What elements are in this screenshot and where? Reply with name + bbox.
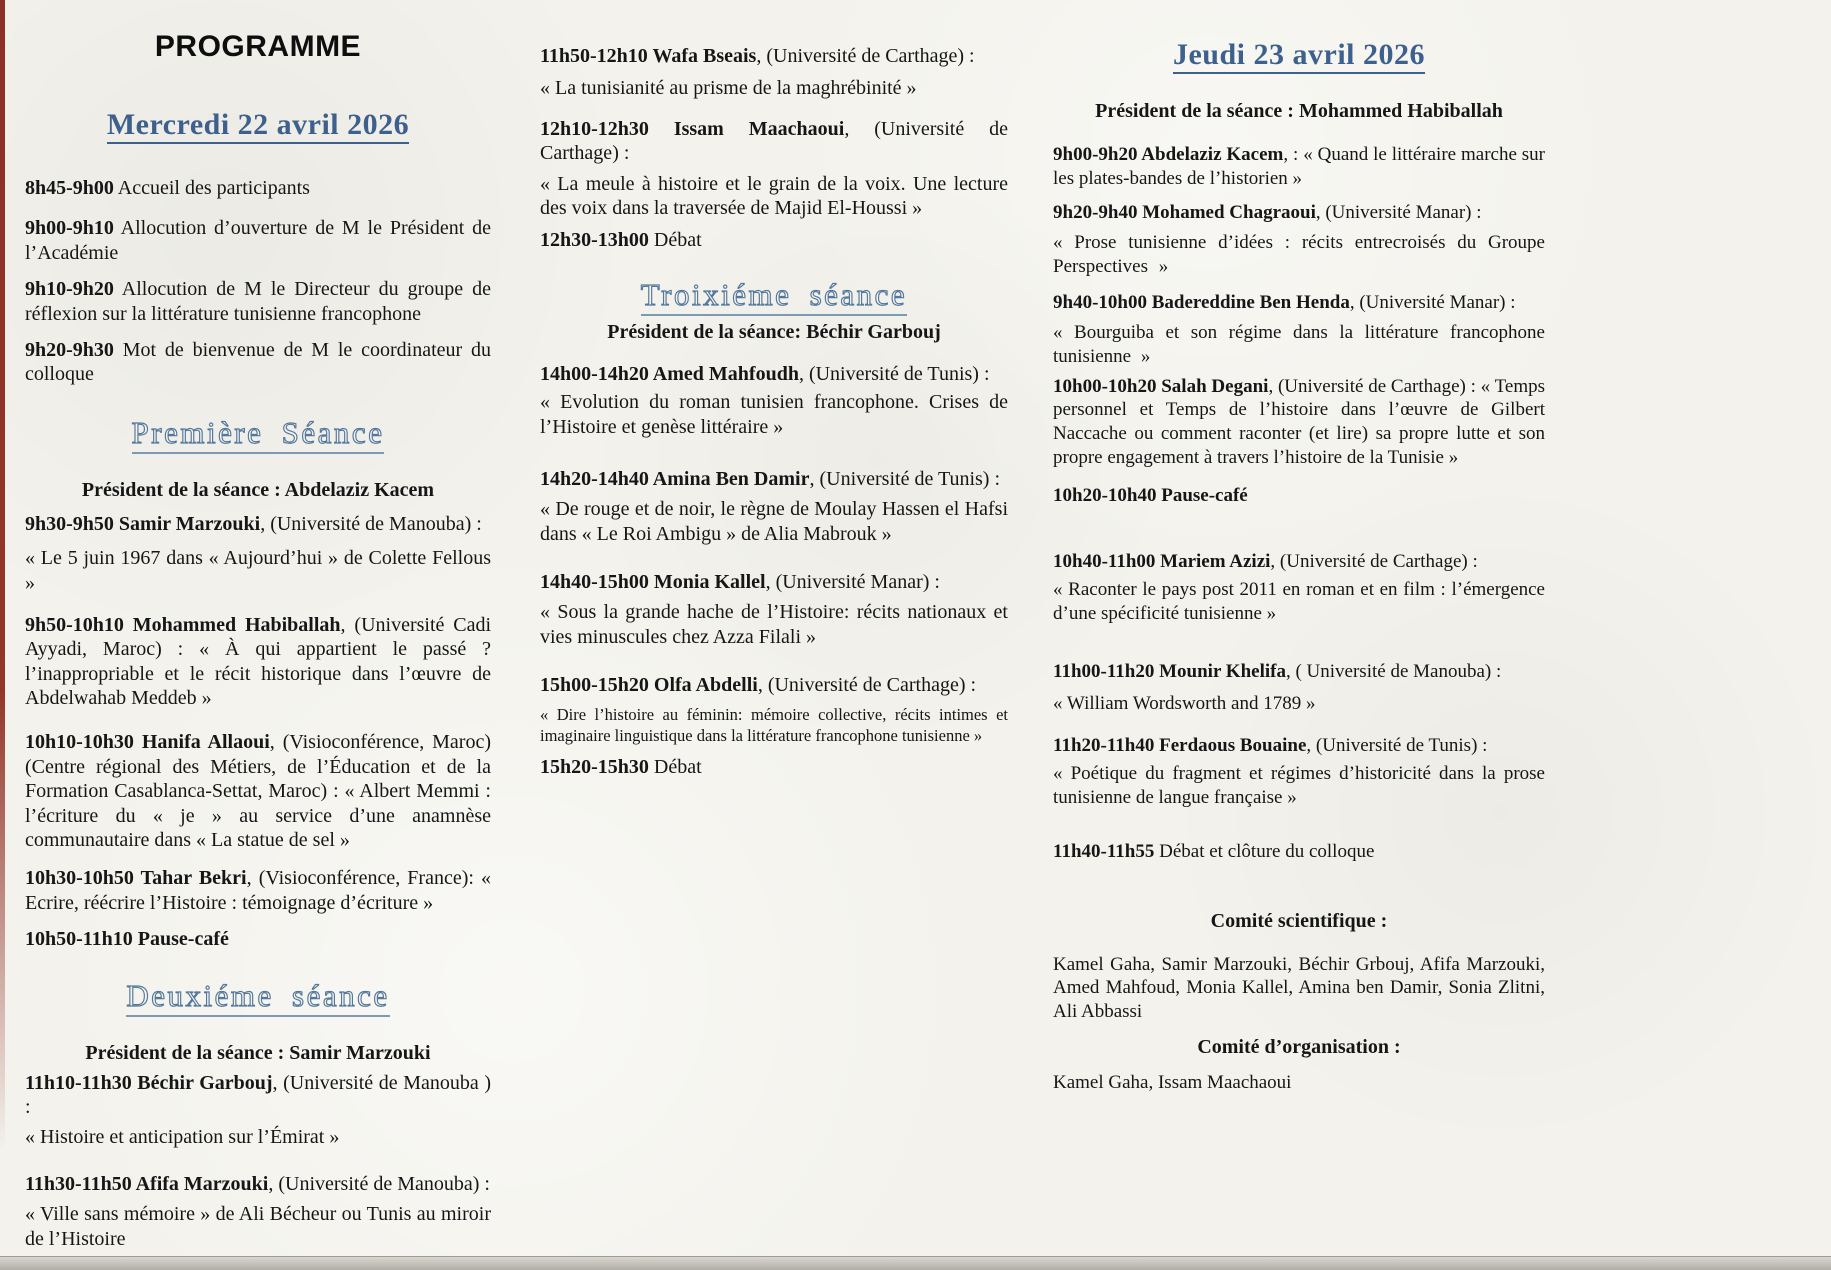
date-heading-jeudi [1053, 38, 1545, 72]
talk-entry [540, 117, 1008, 166]
talk-affiliation: , (Université de Carthage) : [1270, 551, 1478, 573]
item-text: Débat [648, 755, 702, 778]
column-jeudi [1053, 0, 1545, 1095]
talk-quote: « Raconter le pays post 2011 en roman et en film : l’émergence d’une spécificité tunisienne » [1053, 579, 1545, 625]
talk-entry [1053, 550, 1545, 574]
committee-organisation-title: Comité d’organisation : [1197, 1035, 1401, 1058]
talk-time-speaker: 14h20-14h40 Amina Ben Damir [540, 467, 810, 490]
talk-quote: « William Wordsworth and 1789 » [1053, 692, 1316, 714]
session-heading-text: Deuxiéme séance [126, 978, 389, 1017]
item-text: Allocution de M le Directeur du groupe de réflexion sur la littérature tunisienne francophone [25, 278, 491, 325]
talk-quote: « Bourguiba et son régime dans la littérature francophone tunisienne » [1053, 321, 1545, 367]
program-item [25, 277, 491, 326]
talk-quote: « Evolution du roman tunisien francophone. Crises de l’Histoire et genèse littéraire » [540, 391, 1008, 438]
talk-quote: « Ville sans mémoire » de Ali Bécheur ou Tunis au miroir de l’Histoire [25, 1203, 491, 1250]
date-heading-text: Jeudi 23 avril 2026 [1173, 38, 1425, 74]
talk-time-speaker: 11h10-11h30 Béchir Garbouj [25, 1071, 273, 1094]
talk-quote: « Dire l’histoire au féminin: mémoire collective, récits intimes et imaginaire linguistique dans la littérature francophone tunisienne » [540, 704, 1008, 746]
talk-quote: « Histoire et anticipation sur l’Émirat » [25, 1126, 340, 1149]
item-text: Débat [648, 229, 702, 252]
item-time: 9h00-9h10 [25, 217, 114, 240]
talk-quote: « De rouge et de noir, le règne de Moulay Hassen el Hafsi dans « Le Roi Ambigu » de Alia Mabrouk » [540, 498, 1008, 545]
item-text: Mot de bienvenue de M le coordinateur du colloque [25, 338, 491, 386]
item-text: Débat et clôture du colloque [1154, 840, 1375, 862]
item-text: Accueil des participants [113, 177, 310, 199]
talk-entry [25, 613, 491, 711]
talk-entry [1053, 291, 1545, 315]
talk-entry [1053, 201, 1545, 225]
talk-affiliation: , (Université Manar) : [1315, 201, 1482, 223]
talk-quote: « La tunisianité au prisme de la maghrébinité » [540, 77, 917, 100]
talk-affiliation: , (Université de Carthage) : [540, 117, 1008, 165]
talk-time-speaker: 9h30-9h50 Samir Marzouki [25, 512, 261, 535]
item-time: 9h20-9h30 [25, 338, 114, 361]
talk-time-speaker: 15h00-15h20 Olfa Abdelli [540, 674, 758, 697]
talk-quote: « Sous la grande hache de l’Histoire: récits nationaux et vies minuscules chez Azza Filali » [540, 601, 1008, 648]
talk-time-speaker: 11h00-11h20 Mounir Khelifa [1053, 661, 1286, 682]
scan-edge-left [0, 0, 5, 1150]
talk-title: , (Visioconférence, Maroc) (Centre régional des Métiers, de l’Éducation et de la Formation Casablanca-Settat, Maroc) : « Albert Memmi : l’écriture du « je » au service d’une anamnèse communautaire dans « La statue de sel » [25, 731, 491, 852]
talk-title: , (Visioconférence, France): « Ecrire, réécrire l’Histoire : témoignage d’écriture » [25, 867, 491, 914]
talk-quote: « Le 5 juin 1967 dans « Aujourd’hui » de Colette Fellous » [25, 547, 491, 594]
committee-scientific-names: Kamel Gaha, Samir Marzouki, Béchir Grbouj, Afifa Marzouki, Amed Mahfoud, Monia Kallel, Amina ben Damir, Sonia Zlitni, Ali Abbassi [1053, 953, 1545, 1023]
talk-affiliation: , (Université de Carthage) : [756, 45, 975, 67]
talk-affiliation: , (Université de Tunis) : [798, 362, 990, 385]
session-president: Président de la séance: Béchir Garbouj [607, 320, 941, 343]
pause-text: 10h50-11h10 Pause-café [25, 928, 229, 951]
item-time: 12h30-13h00 [540, 229, 649, 252]
talk-time-speaker: 9h40-10h00 Badereddine Ben Henda [1053, 291, 1350, 313]
talk-entry [1053, 734, 1545, 758]
pause-text: 10h20-10h40 Pause-café [1053, 485, 1248, 507]
talk-entry [25, 1071, 491, 1120]
column-mercredi [25, 0, 491, 1251]
talk-time-speaker: 10h00-10h20 Salah Degani [1053, 375, 1269, 397]
page-edge-shadow-bottom [0, 1256, 1831, 1270]
column-mercredi-suite [540, 0, 1008, 779]
talk-time-speaker: 9h20-9h40 Mohamed Chagraoui [1053, 201, 1316, 223]
talk-affiliation: , ( Université de Manouba) : [1285, 661, 1502, 682]
page-title: PROGRAMME [154, 30, 362, 63]
talk-affiliation: , (Université Manar) : [1349, 291, 1516, 313]
item-time: 11h40-11h55 [1053, 840, 1155, 862]
session-president: Président de la séance : Abdelaziz Kacem [81, 478, 435, 501]
talk-entry [1053, 375, 1545, 471]
talk-time-speaker: 11h20-11h40 Ferdaous Bouaine [1053, 734, 1307, 756]
talk-entry [540, 467, 1008, 491]
talk-time-speaker: 10h40-11h00 Mariem Azizi [1053, 551, 1271, 573]
talk-entry [540, 570, 1008, 594]
talk-affiliation: , (Université de Manouba ) : [25, 1071, 492, 1118]
talk-quote: « La meule à histoire et le grain de la voix. Une lecture des voix dans la traversée de Majid El-Houssi » [540, 172, 1008, 219]
talk-title: , (Université Cadi Ayyadi, Maroc) : « À qui appartient le passé ? l’inappropriable et le récit historique dans l’œuvre de Abdelwahab Meddeb » [25, 613, 492, 710]
talk-entry [25, 1172, 491, 1196]
committee-scientific-title: Comité scientifique : [1210, 909, 1388, 932]
talk-title: , (Université de Carthage) : « Temps personnel et Temps de l’histoire dans l’œuvre de Gilbert Naccache ou comment raconter (et lire) sa propre lutte et son propre engagement à travers l’histoire de la Tunisie » [1053, 375, 1545, 469]
talk-affiliation: , (Université de Manouba) : [268, 1172, 490, 1195]
talk-time-speaker: 14h00-14h20 Amed Mahfoudh [540, 362, 799, 385]
program-item [25, 216, 491, 265]
talk-time-speaker: 11h50-12h10 Wafa Bseais [540, 45, 757, 67]
talk-time-speaker: 10h30-10h50 Tahar Bekri [25, 867, 247, 890]
talk-entry [540, 673, 1008, 697]
talk-entry [25, 866, 491, 915]
program-item [25, 338, 491, 387]
session-heading-text: Première Séance [132, 415, 385, 454]
talk-entry [540, 362, 1008, 386]
talk-entry [1053, 143, 1545, 191]
talk-affiliation: , (Université de Carthage) : [757, 674, 977, 697]
session-heading-premiere [25, 415, 491, 451]
item-time: 8h45-9h00 [25, 177, 114, 199]
talk-quote: « Poétique du fragment et régimes d’historicité dans la prose tunisienne de langue française » [1053, 762, 1545, 808]
talk-affiliation: , (Université Manar) : [765, 571, 940, 594]
session-heading-deuxieme [25, 978, 491, 1014]
session-president: Président de la séance : Mohammed Habiballah [1095, 100, 1503, 122]
talk-entry [540, 44, 1008, 68]
talk-title: , : « Quand le littéraire marche sur les plates-bandes de l’historien » [1053, 144, 1545, 189]
talk-affiliation: , (Université de Tunis) : [1306, 734, 1488, 756]
debate-item [1053, 840, 1545, 864]
talk-affiliation: , (Université de Tunis) : [809, 467, 1001, 490]
session-heading-troisieme [540, 277, 1008, 313]
date-heading-text: Mercredi 22 avril 2026 [107, 108, 409, 144]
session-president: Président de la séance : Samir Marzouki [85, 1041, 431, 1064]
talk-time-speaker: 14h40-15h00 Monia Kallel [540, 571, 766, 594]
committee-organisation-names: Kamel Gaha, Issam Maachaoui [1053, 1071, 1292, 1093]
item-time: 9h10-9h20 [25, 278, 114, 301]
talk-entry [1053, 660, 1545, 684]
pause-item [25, 927, 491, 951]
talk-time-speaker: 10h10-10h30 Hanifa Allaoui [25, 731, 270, 754]
pause-item [1053, 484, 1545, 508]
debate-item [540, 228, 1008, 252]
session-heading-text: Troixiéme séance [641, 277, 907, 316]
debate-item [540, 755, 1008, 779]
talk-entry [25, 512, 491, 536]
item-time: 15h20-15h30 [540, 755, 649, 778]
item-text: Allocution d’ouverture de M le Président de l’Académie [25, 217, 491, 264]
date-heading-mercredi [25, 108, 491, 142]
talk-quote: « Prose tunisienne d’idées : récits entrecroisés du Groupe Perspectives » [1053, 231, 1545, 277]
talk-time-speaker: 12h10-12h30 Issam Maachaoui [540, 117, 845, 140]
talk-time-speaker: 9h50-10h10 Mohammed Habiballah [25, 613, 341, 636]
program-item [25, 176, 491, 200]
talk-time-speaker: 9h00-9h20 Abdelaziz Kacem [1053, 144, 1284, 165]
talk-entry [25, 730, 491, 852]
talk-affiliation: , (Université de Manouba) : [260, 512, 482, 535]
talk-time-speaker: 11h30-11h50 Afifa Marzouki [25, 1172, 269, 1195]
